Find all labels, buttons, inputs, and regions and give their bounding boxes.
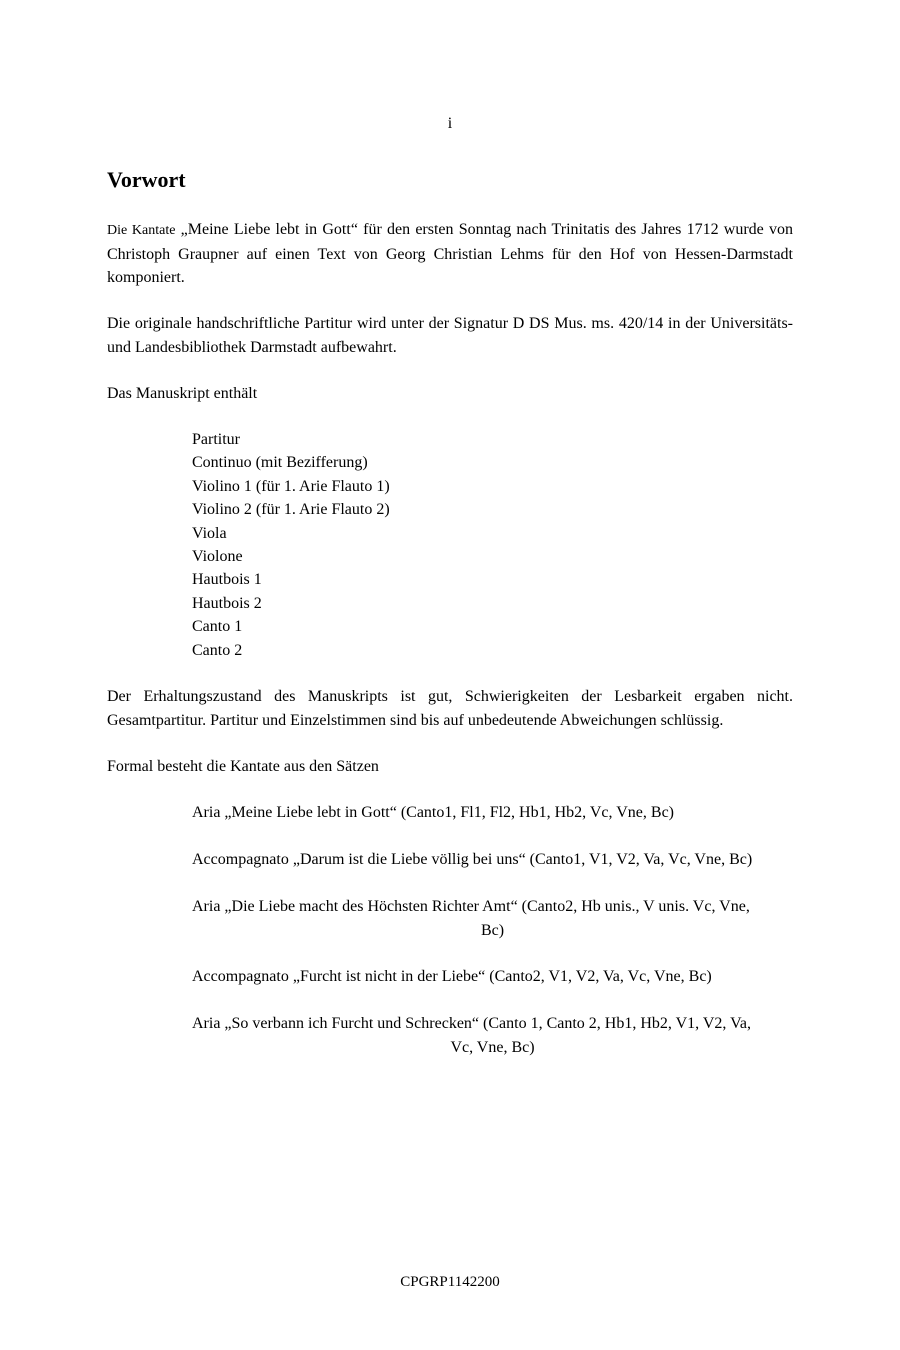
movement-item — [192, 895, 793, 942]
list-item: Viola — [192, 524, 227, 542]
movement-text: Accompagnato „Furcht ist nicht in der Liebe“ (Canto2, V1, V2, Va, Vc, Vne, Bc) — [192, 968, 712, 985]
intro-text: „Meine Liebe lebt in Gott“ für den ersten Sonntag nach Trinitatis des Jahres 1712 wurde von Christoph Graupner auf einen Text von Georg Christian Lehms für den Hof von Hessen-Darmstadt komponiert. — [107, 221, 794, 286]
list-item: Canto 2 — [192, 641, 243, 659]
source-paragraph: Die originale handschriftliche Partitur wird unter der Signatur D DS Mus. ms. 420/14 in der Universitäts- und Landesbibliothek Darmstadt aufbewahrt. — [107, 315, 793, 356]
movement-continuation: Bc) — [480, 921, 505, 939]
condition-paragraph: Der Erhaltungszustand des Manuskripts ist gut, Schwierigkeiten der Lesbarkeit ergaben nicht. Gesamtpartitur. Partitur und Einzelstimmen sind bis auf unbedeutende Abweichungen schlüssig. — [107, 688, 793, 729]
list-item: Hautbois 2 — [192, 594, 262, 612]
movements-intro: Formal besteht die Kantate aus den Sätzen — [107, 758, 379, 775]
list-item: Hautbois 1 — [192, 571, 262, 589]
intro-first-words: Die Kantate — [107, 223, 176, 238]
list-item: Violino 2 (für 1. Arie Flauto 2) — [192, 501, 390, 519]
movement-text: Aria „Meine Liebe lebt in Gott“ (Canto1, Fl1, Fl2, Hb1, Hb2, Vc, Vne, Bc) — [192, 804, 674, 821]
movement-item — [192, 965, 793, 989]
list-item: Continuo (mit Bezifferung) — [192, 454, 368, 472]
movement-text: Accompagnato „Darum ist die Liebe völlig bei uns“ (Canto1, V1, V2, Va, Vc, Vne, Bc) — [192, 851, 753, 868]
movement-item — [192, 848, 793, 872]
manuscript-contents-list — [192, 428, 390, 662]
intro-paragraph — [107, 218, 793, 290]
list-item: Partitur — [192, 431, 240, 448]
page-title: Vorwort — [107, 167, 186, 192]
movement-item — [192, 801, 793, 825]
list-item: Violino 1 (für 1. Arie Flauto 1) — [192, 477, 390, 495]
movement-text: Aria „Die Liebe macht des Höchsten Richter Amt“ (Canto2, Hb unis., V unis. Vc, Vne, — [192, 898, 750, 915]
list-item: Canto 1 — [192, 618, 243, 636]
movement-item — [192, 1012, 793, 1059]
movement-text: Aria „So verbann ich Furcht und Schrecken“ (Canto 1, Canto 2, Hb1, Hb2, V1, V2, Va, — [192, 1015, 752, 1032]
page-number: i — [447, 115, 453, 132]
document-code: CPGRP1142200 — [400, 1274, 500, 1290]
manuscript-intro: Das Manuskript enthält — [107, 385, 258, 402]
movement-continuation: Vc, Vne, Bc) — [450, 1038, 535, 1056]
list-item: Violone — [192, 548, 243, 566]
